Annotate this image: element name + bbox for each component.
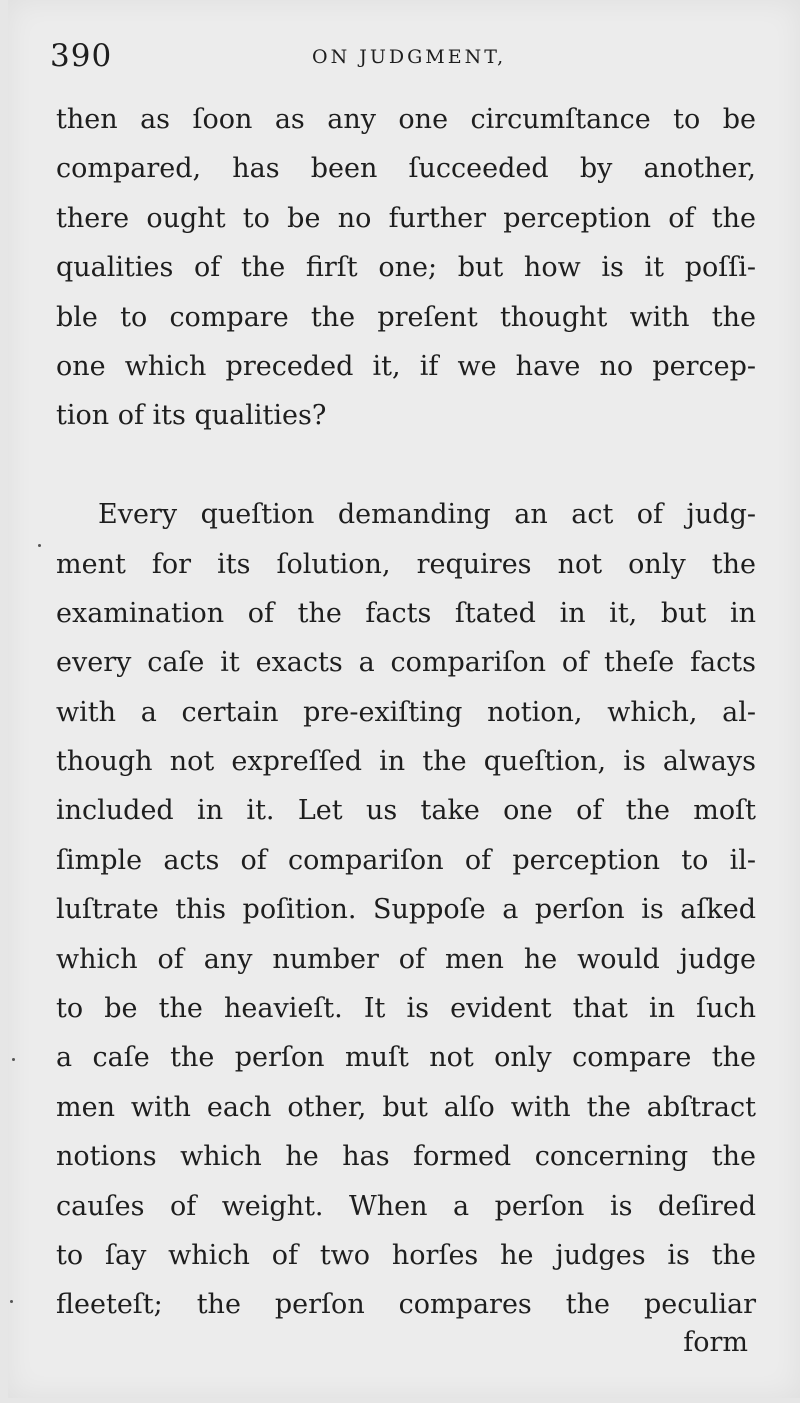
text-line: ment for its ſolution, requires not only the [56,548,756,580]
text-line: which of any number of men he would judge [56,943,756,975]
text-line: men with each other, but alſo with the abſtract [56,1091,756,1123]
body-text [56,95,756,1330]
text-line: there ought to be no further perception of the [56,202,756,234]
text-line: though not expreſſed in the queſtion, is always [56,746,756,778]
text-line: tion of its qualities? [56,400,327,432]
paper-speck [12,1058,15,1061]
text-line: qualities of the firſt one; but how is it poſſi- [56,252,756,284]
page-number: 390 [50,38,113,74]
text-line: luſtrate this poſition. Suppoſe a perſon is aſked [56,894,756,926]
text-line: ble to compare the preſent thought with the [56,301,756,333]
text-line: one which preceded it, if we have no percep- [56,350,756,382]
text-line: included in it. Let us take one of the moſt [56,795,756,827]
book-page [8,0,800,1398]
text-line: ſimple acts of compariſon of perception to il- [56,844,756,876]
text-line: notions which he has formed concerning the [56,1141,756,1173]
paper-speck [38,544,41,547]
text-line: with a certain pre-exiſting notion, which, al- [56,696,756,728]
text-line: examination of the facts ſtated in it, but in [56,597,756,629]
paragraph-2 [56,490,756,1330]
paragraph-gap [56,441,756,490]
text-line: compared, has been ſucceeded by another, [56,153,756,185]
running-head: ON JUDGMENT, [312,46,507,68]
text-line: to ſay which of two horſes he judges is the [56,1239,756,1271]
text-line: to be the heavieſt. It is evident that in ſuch [56,993,756,1025]
text-line: fleeteſt; the perſon compares the peculiar [56,1289,756,1321]
catchword: form [683,1327,748,1358]
text-line: cauſes of weight. When a perſon is deſired [56,1190,756,1222]
paragraph-1 [56,95,756,441]
text-line: every caſe it exacts a compariſon of theſe facts [56,647,756,679]
text-line: Every queſtion demanding an act of judg- [98,499,756,531]
text-line: a caſe the perſon muſt not only compare the [56,1042,756,1074]
text-line: then as ſoon as any one circumſtance to be [56,104,756,135]
page-header [50,38,750,78]
paper-speck [10,1300,13,1303]
